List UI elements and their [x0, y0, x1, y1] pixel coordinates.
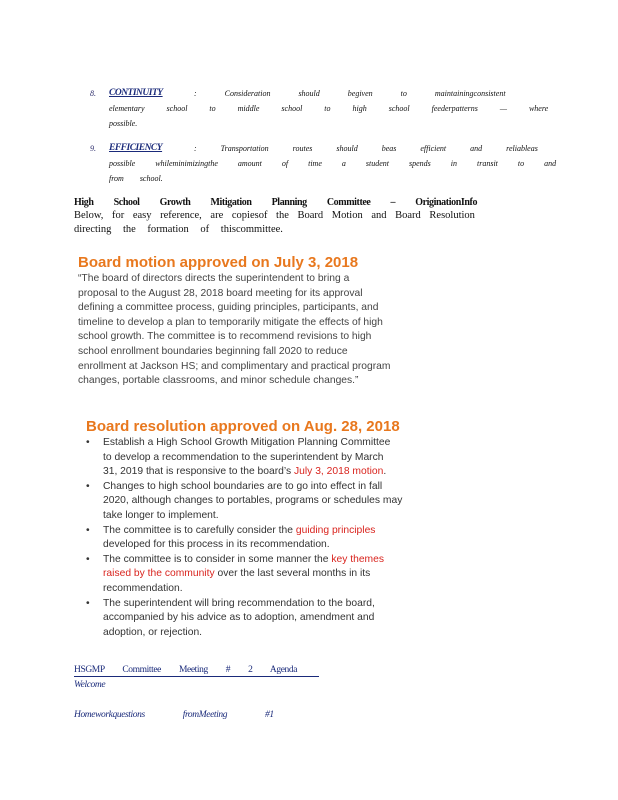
bullet-icon: •	[86, 524, 90, 536]
principle-continuity	[90, 86, 549, 131]
list-item-line: The superintendent will bring recommendation to the board,	[103, 597, 375, 609]
quote-line: school growth. The committee is to recommend revisions to high	[78, 331, 372, 343]
principle-text-line: elementary school to middle school to high school feederpatterns — where	[109, 104, 549, 113]
list-item-text: over the last several months in its	[214, 568, 371, 580]
agenda-heading: HSGMP Committee Meeting # 2 Agenda	[74, 664, 319, 677]
board-motion-quote	[78, 272, 423, 389]
principle-text-line: : Consideration should begiven to maintainingconsistent	[194, 89, 506, 98]
list-item-line	[103, 524, 446, 539]
list-item-line	[103, 553, 446, 568]
board-motion-heading: Board motion approved on July 3, 2018	[78, 254, 359, 271]
board-resolution-list	[86, 436, 446, 640]
list-item-line: 2020, although changes to portables, programs or schedules may	[103, 495, 403, 507]
principle-title: CONTINUITY	[109, 88, 163, 98]
agenda-item-homework: Homeworkquestions fromMeeting #1	[74, 710, 274, 720]
list-item-line: accompanied by his advice as to adoption, amendment and	[103, 612, 375, 624]
key-themes-link[interactable]: key themes	[331, 553, 385, 565]
list-item	[86, 524, 446, 553]
list-item-line	[103, 465, 446, 480]
list-item-line: Establish a High School Growth Mitigation Planning Committee	[103, 437, 391, 448]
origination-text-line: Below, for easy reference, are copiesof the Board Motion and Board Resolution	[74, 210, 475, 221]
board-resolution-heading: Board resolution approved on Aug. 28, 2018	[86, 418, 400, 435]
origination-heading: High School Growth Mitigation Planning Committee – OriginationInfo	[74, 197, 478, 208]
origination-text-line: directing the formation of thiscommittee.	[74, 224, 283, 235]
quote-line: timeline to develop a plan to temporarily mitigate the effects of high	[78, 316, 383, 328]
quote-line: enrollment at Jackson HS; and complimentary and practical program	[78, 360, 391, 372]
principle-text-line: possible whileminimizingthe amount of time a student spends in transit to and	[109, 159, 557, 168]
principle-number: 8.	[90, 89, 96, 98]
principle-text-line: possible.	[109, 119, 138, 128]
quote-line: proposal to the August 28, 2018 board meeting for its approval	[78, 287, 363, 299]
list-item-line: take longer to implement.	[103, 509, 219, 521]
agenda-item-welcome: Welcome	[74, 680, 106, 690]
bullet-icon: •	[86, 597, 90, 609]
key-themes-link-cont[interactable]: raised by the community	[103, 568, 215, 580]
quote-line: “The board of directors directs the superintendent to bring a	[78, 273, 350, 284]
principle-text-line: : Transportation routes should beas efficient and reliableas	[194, 144, 538, 153]
bullet-icon: •	[86, 437, 90, 448]
list-item-line: to develop a recommendation to the superintendent by March	[103, 451, 384, 463]
quote-line: changes, portable classrooms, and minor schedule changes.”	[78, 375, 359, 387]
list-item	[86, 597, 446, 641]
quote-line: school enrollment boundaries beginning fall 2020 to reduce	[78, 345, 348, 357]
list-item-text: The committee is to consider in some manner the	[103, 553, 332, 565]
quote-line: defining a committee process, guiding principles, participants, and	[78, 302, 379, 314]
list-item-line: recommendation.	[103, 582, 183, 594]
principle-title: EFFICIENCY	[109, 143, 163, 153]
bullet-icon: •	[86, 553, 90, 565]
bullet-icon: •	[86, 480, 90, 492]
list-item-line: developed for this process in its recommendation.	[103, 539, 330, 551]
principle-number: 9.	[90, 144, 96, 153]
list-item	[86, 480, 446, 524]
list-item-line: Changes to high school boundaries are to go into effect in fall	[103, 480, 383, 492]
motion-link[interactable]: July 3, 2018 motion	[294, 466, 384, 478]
list-item-text: 31, 2019 that is responsive to the board’s	[103, 466, 295, 478]
principle-text-line: from school.	[109, 174, 163, 183]
list-item-line	[103, 567, 446, 582]
list-item-text: .	[383, 466, 387, 478]
list-item	[86, 436, 446, 480]
list-item-line: adoption, or rejection.	[103, 626, 203, 638]
principle-efficiency	[90, 141, 557, 186]
list-item-text: The committee is to carefully consider the	[103, 524, 296, 536]
guiding-principles-link[interactable]: guiding principles	[295, 524, 376, 536]
list-item	[86, 553, 446, 597]
